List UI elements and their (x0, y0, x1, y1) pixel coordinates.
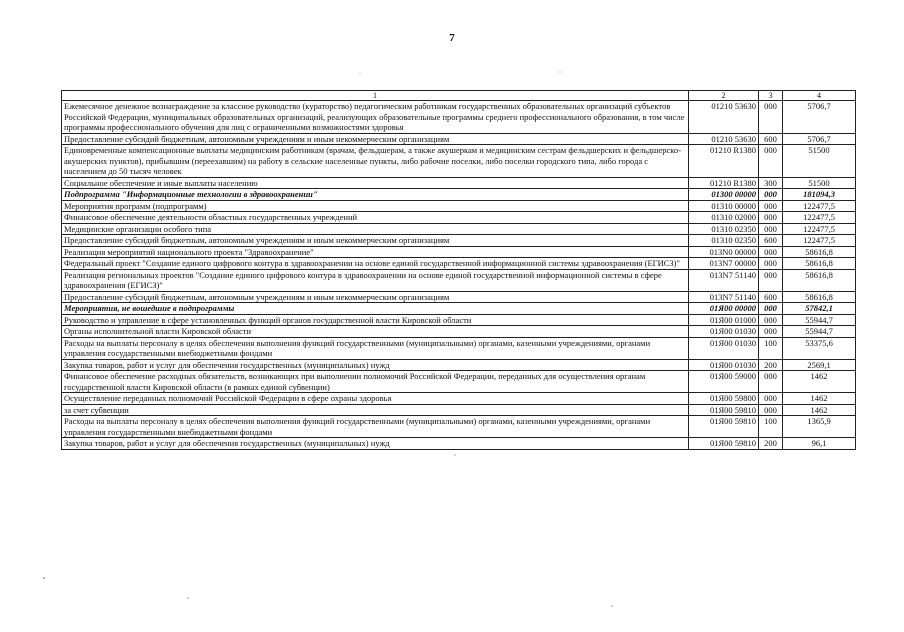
cell-code: 01Я00 01000 (689, 314, 759, 326)
cell-type: 000 (759, 404, 783, 416)
cell-code: 01310 02000 (689, 212, 759, 224)
cell-type: 000 (759, 393, 783, 405)
cell-amount: 122477,5 (783, 223, 856, 235)
cell-amount: 53375,6 (783, 337, 856, 359)
cell-name: Финансовое обеспечение деятельности областных государственных учреждений (62, 212, 689, 224)
cell-name: Мероприятия программ (подпрограмм) (62, 200, 689, 212)
cell-name: Ежемесячное денежное вознаграждение за классное руководство (кураторство) педагогическим работникам государственных образовательных организаций субъектов Российской Федерации, муниципальных образовательных организаций, реализующих образовательные программы среднего профессионального образования, в том числе программы профессионального обучения для лиц с ограниченными возможностями здоровья (62, 101, 689, 134)
cell-name: Руководство и управление в сфере установленных функций органов государственной власти Кировской области (62, 314, 689, 326)
cell-name: Единовременные компенсационные выплаты медицинским работникам (врачам, фельдшерам, а также акушеркам и медицинским сестрам фельдшерских и фельдшерско-акушерских пунктов), прибывшим (переехавшим) на работу в сельские населенные пункты, либо рабочие поселки, либо поселки городского типа, либо города с населением до 50 тысяч человек (62, 145, 689, 178)
cell-type: 000 (759, 371, 783, 393)
cell-code: 013N7 00000 (689, 258, 759, 270)
cell-type: 000 (759, 223, 783, 235)
cell-code: 01210 R1380 (689, 145, 759, 178)
cell-name: Финансовое обеспечение расходных обязательств, возникающих при выполнении полномочий Российской Федерации, переданных для осуществления органам государственной власти Кировской области (в рамках единой субвенции) (62, 371, 689, 393)
cell-amount: 122477,5 (783, 235, 856, 247)
cell-code: 01310 02350 (689, 223, 759, 235)
cell-type: 600 (759, 291, 783, 303)
cell-type: 300 (759, 177, 783, 189)
cell-code: 013N0 00000 (689, 246, 759, 258)
cell-amount: 55944,7 (783, 314, 856, 326)
column-header-name: 1 (62, 91, 689, 101)
cell-type: 000 (759, 101, 783, 134)
cell-name: Закупка товаров, работ и услуг для обеспечения государственных (муниципальных) нужд (62, 359, 689, 371)
cell-amount: 58616,8 (783, 269, 856, 291)
column-header-amount: 4 (783, 91, 856, 101)
page-number: 7 (449, 32, 455, 44)
cell-amount: 51500 (783, 177, 856, 189)
cell-name: Предоставление субсидий бюджетным, автономным учреждениям и иным некоммерческим организациям (62, 291, 689, 303)
cell-amount: 58616,8 (783, 246, 856, 258)
cell-name: за счет субвенции (62, 404, 689, 416)
cell-amount: 2569,1 (783, 359, 856, 371)
cell-type: 200 (759, 438, 783, 450)
cell-amount: 5706,7 (783, 101, 856, 134)
cell-amount: 122477,5 (783, 200, 856, 212)
cell-type: 000 (759, 189, 783, 201)
cell-code: 013N7 51140 (689, 269, 759, 291)
cell-name: Реализация региональных проектов "Создание единого цифрового контура в здравоохранении на основе единой государственной информационной системы в сфере здравоохранения (ЕГИСЗ)" (62, 269, 689, 291)
cell-code: 01210 53630 (689, 133, 759, 145)
cell-type: 000 (759, 145, 783, 178)
cell-name: Медицинские организации особого типа (62, 223, 689, 235)
cell-code: 01310 00000 (689, 200, 759, 212)
cell-code: 01300 00000 (689, 189, 759, 201)
cell-code: 01Я00 59810 (689, 438, 759, 450)
cell-type: 000 (759, 314, 783, 326)
cell-type: 100 (759, 416, 783, 438)
cell-code: 013N7 51140 (689, 291, 759, 303)
cell-amount: 58616,8 (783, 291, 856, 303)
cell-amount: 51500 (783, 145, 856, 178)
cell-type: 100 (759, 337, 783, 359)
cell-code: 01Я00 59000 (689, 371, 759, 393)
cell-code: 01Я00 59800 (689, 393, 759, 405)
cell-amount: 122477,5 (783, 212, 856, 224)
cell-type: 200 (759, 359, 783, 371)
cell-code: 01Я00 01030 (689, 326, 759, 338)
cell-name: Федеральный проект "Создание единого цифрового контура в здравоохранении на основе единой государственной информационной системы здравоохранения (ЕГИСЗ)" (62, 258, 689, 270)
cell-amount: 96,1 (783, 438, 856, 450)
cell-amount: 1462 (783, 393, 856, 405)
cell-name: Мероприятия, не вошедшие в подпрограммы (62, 303, 689, 315)
cell-amount: 55944,7 (783, 326, 856, 338)
column-header-type: 3 (759, 91, 783, 101)
cell-type: 000 (759, 200, 783, 212)
cell-name: Социальное обеспечение и иные выплаты населению (62, 177, 689, 189)
cell-code: 01210 53630 (689, 101, 759, 134)
cell-type: 000 (759, 246, 783, 258)
cell-type: 000 (759, 269, 783, 291)
cell-code: 01Я00 59810 (689, 416, 759, 438)
cell-amount: 58616,8 (783, 258, 856, 270)
cell-name: Расходы на выплаты персоналу в целях обеспечения выполнения функций государственными (муниципальными) органами, казенными учреждениями, органами управления государственными внебюджетными фондами (62, 416, 689, 438)
cell-amount: 181094,3 (783, 189, 856, 201)
cell-name: Закупка товаров, работ и услуг для обеспечения государственных (муниципальных) нужд (62, 438, 689, 450)
cell-code: 01Я00 01030 (689, 337, 759, 359)
cell-amount: 57842,1 (783, 303, 856, 315)
column-header-code: 2 (689, 91, 759, 101)
cell-code: 01Я00 59810 (689, 404, 759, 416)
cell-name: Расходы на выплаты персоналу в целях обеспечения выполнения функций государственными (муниципальными) органами, казенными учреждениями, органами управления государственными внебюджетными фондами (62, 337, 689, 359)
cell-type: 000 (759, 258, 783, 270)
cell-name: Предоставление субсидий бюджетным, автономным учреждениям и иным некоммерческим организациям (62, 235, 689, 247)
cell-type: 600 (759, 235, 783, 247)
cell-name: Осуществление переданных полномочий Российской Федерации в сфере охраны здоровья (62, 393, 689, 405)
cell-amount: 1462 (783, 404, 856, 416)
cell-type: 600 (759, 133, 783, 145)
cell-amount: 1462 (783, 371, 856, 393)
cell-name: Органы исполнительной власти Кировской области (62, 326, 689, 338)
cell-code: 01310 02350 (689, 235, 759, 247)
cell-type: 000 (759, 212, 783, 224)
cell-code: 01Я00 00000 (689, 303, 759, 315)
cell-amount: 5706,7 (783, 133, 856, 145)
cell-code: 01Я00 01030 (689, 359, 759, 371)
cell-name: Подпрограмма "Информационные технологии в здравоохранении" (62, 189, 689, 201)
cell-type: 000 (759, 303, 783, 315)
cell-amount: 1365,9 (783, 416, 856, 438)
cell-name: Предоставление субсидий бюджетным, автономным учреждениям и иным некоммерческим организациям (62, 133, 689, 145)
cell-type: 000 (759, 326, 783, 338)
cell-name: Реализация мероприятий национального проекта "Здравоохранение" (62, 246, 689, 258)
cell-code: 01210 R1380 (689, 177, 759, 189)
